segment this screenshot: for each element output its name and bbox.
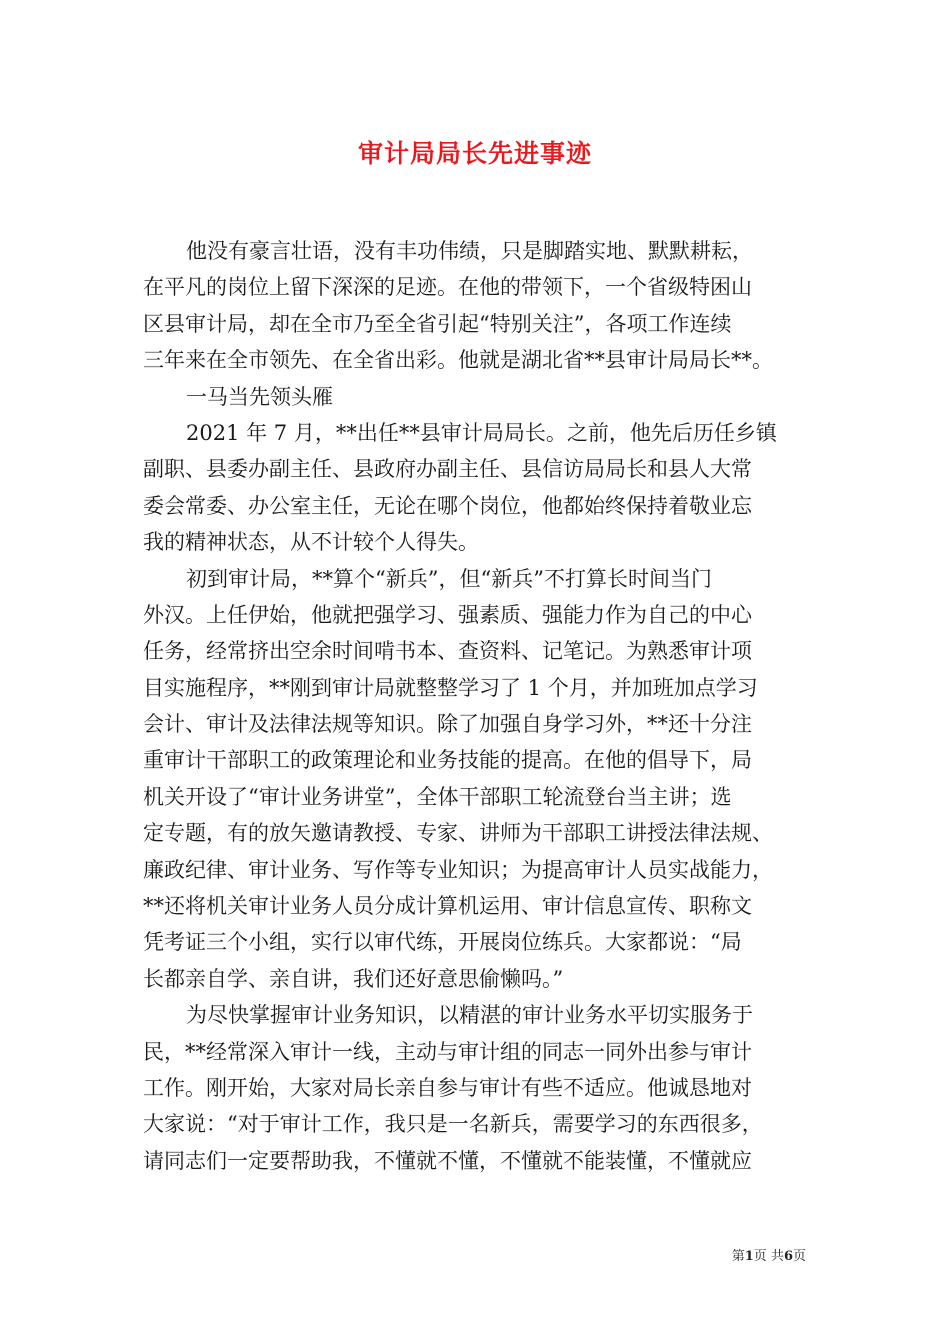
text-line: 会计、审计及法律法规等知识。除了加强自身学习外，**还十分注: [143, 712, 752, 737]
text-line: 我的精神状态，从不计较个人得失。: [143, 530, 479, 555]
text-line: **还将机关审计业务人员分成计算机运用、审计信息宣传、职称文: [143, 894, 752, 919]
footer-current-page: 1: [744, 1249, 754, 1264]
text-line: 他没有豪言壮语，没有丰功伟绩，只是脚踏实地、默默耕耘，: [186, 239, 753, 263]
text-line: 初到审计局，**算个“新兵”，但“新兵”不打算长时间当门: [186, 566, 712, 591]
text-line: 区县审计局，却在全市乃至全省引起“特别关注”，各项工作连续: [143, 311, 732, 336]
text-line: 为尽快掌握审计业务知识，以精湛的审计业务水平切实服务于: [186, 1003, 753, 1028]
text-line: 大家说：“对于审计工作，我只是一名新兵，需要学习的东西很多，: [143, 1112, 763, 1137]
text-line: 重审计干部职工的政策理论和业务技能的提高。在他的倡导下，局: [143, 748, 752, 773]
text-line: 委会常委、办公室主任，无论在哪个岗位，他都始终保持着敬业忘: [143, 493, 752, 518]
footer-total-pages: 6: [783, 1249, 793, 1264]
text-line: 民，**经常深入审计一线，主动与审计组的同志一同外出参与审计: [143, 1039, 752, 1064]
document-body: [143, 233, 806, 1179]
text-line: 廉政纪律、审计业务、写作等专业知识；为提高审计人员实战能力，: [143, 857, 773, 882]
text-line: 工作。刚开始，大家对局长亲自参与审计有些不适应。他诚恳地对: [143, 1075, 752, 1100]
text-line: 长都亲自学、亲自讲，我们还好意思偷懒吗。”: [143, 966, 564, 991]
footer-middle: 页 共: [753, 1249, 784, 1264]
page-title: 审计局局长先进事迹: [357, 139, 592, 168]
text-line: 三年来在全市领先、在全省出彩。他就是湖北省**县审计局局长**。: [143, 348, 773, 373]
text-line: 外汉。上任伊始，他就把强学习、强素质、强能力作为自己的中心: [143, 602, 752, 627]
page-footer: [732, 1245, 806, 1264]
text-line: 副职、县委办副主任、县政府办副主任、县信访局局长和县人大常: [143, 457, 752, 482]
text-line: 凭考证三个小组，实行以审代练，开展岗位练兵。大家都说：“局: [143, 930, 742, 955]
text-line: 机关开设了“审计业务讲堂”，全体干部职工轮流登台当主讲；选: [143, 784, 732, 809]
text-line: 2021 年 7 月，**出任**县审计局局长。之前，他先后历任乡镇: [186, 420, 777, 445]
footer-prefix: 第: [731, 1249, 745, 1264]
text-line: 请同志们一定要帮助我，不懂就不懂，不懂就不能装懂，不懂就应: [143, 1148, 752, 1173]
text-line: 任务，经常挤出空余时间啃书本、查资料、记笔记。为熟悉审计项: [143, 639, 752, 664]
footer-suffix: 页: [792, 1249, 806, 1264]
text-line: 目实施程序，**刚到审计局就整整学习了 1 个月，并加班加点学习: [143, 675, 758, 700]
text-line: 在平凡的岗位上留下深深的足迹。在他的带领下，一个省级特困山: [143, 275, 752, 300]
text-line: 定专题，有的放矢邀请教授、专家、讲师为干部职工讲授法律法规、: [143, 821, 773, 846]
text-line: 一马当先领头雁: [186, 384, 333, 409]
